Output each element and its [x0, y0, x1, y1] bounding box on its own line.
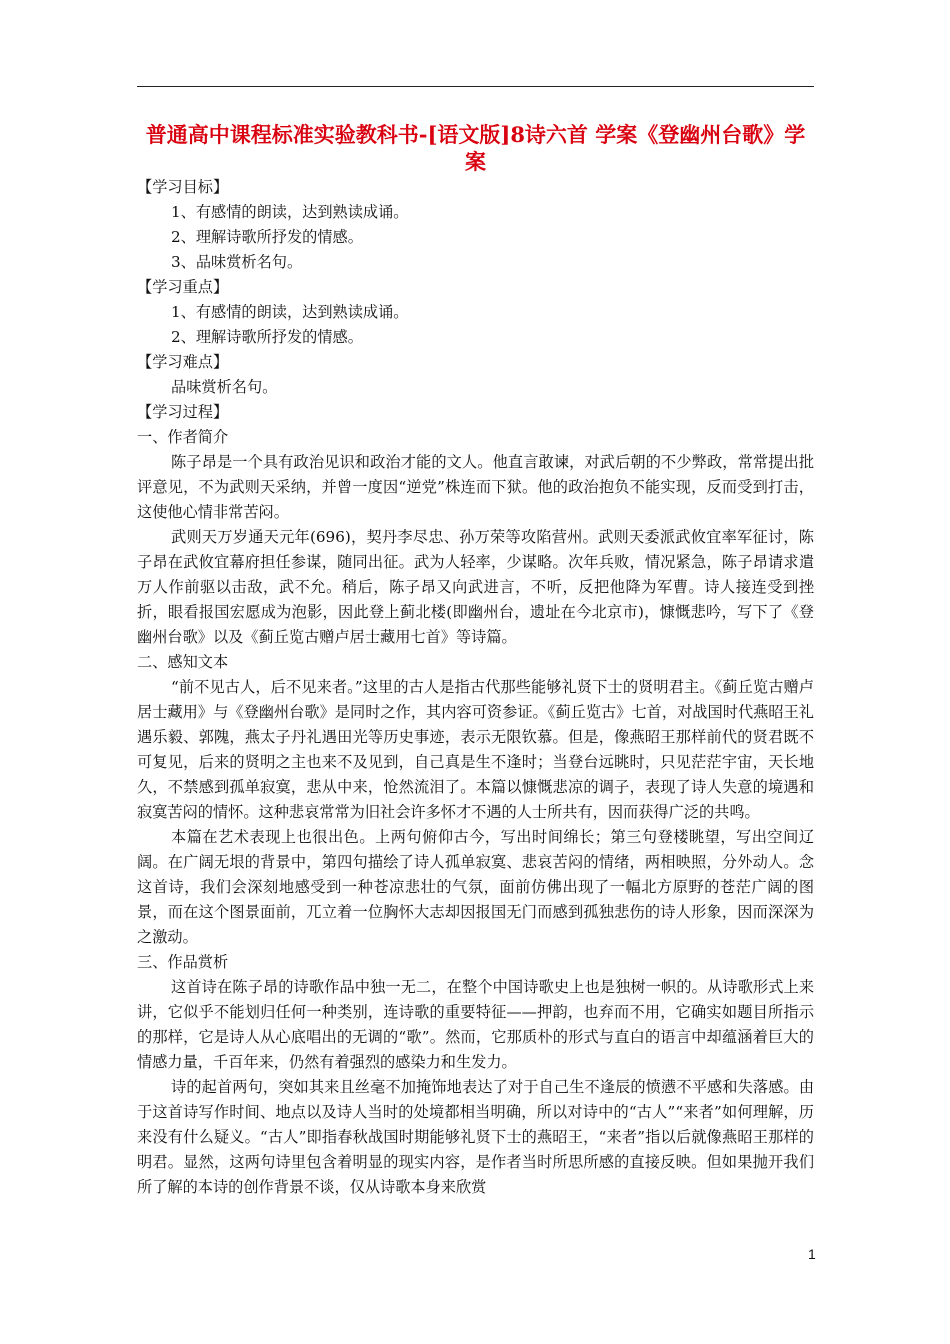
part1-heading: 一、作者简介: [137, 428, 229, 446]
page-number: 1: [808, 1246, 816, 1262]
process-heading: 【学习过程】: [137, 403, 229, 421]
difficulty-heading: 【学习难点】: [137, 353, 229, 371]
key-heading: 【学习重点】: [137, 278, 229, 296]
paragraph: 武则天万岁通天元年(696)，契丹李尽忠、孙万荣等攻陷营州。武则天委派武攸宜率军征讨，陈子昂在武攸宜幕府担任参谋，随同出征。武为人轻率，少谋略。次年兵败，情况紧急，陈子昂请求遣万人作前驱以击敌，武不允。稍后，陈子昂又向武进言，不听，反把他降为军曹。诗人接连受到挫折，眼看报国宏愿成为泡影，因此登上蓟北楼(即幽州台，遗址在今北京市)，慷慨悲吟，写下了《登幽州台歌》以及《蓟丘览古赠卢居士藏用七首》等诗篇。: [137, 528, 814, 646]
part2-heading: 二、感知文本: [137, 653, 229, 671]
page-title: 普通高中课程标准实验教科书-[语文版]8诗六首 学案《登幽州台歌》学案: [145, 122, 806, 174]
goal-item: 1、有感情的朗读，达到熟读成诵。: [171, 203, 409, 221]
paragraph: 这首诗在陈子昂的诗歌作品中独一无二，在整个中国诗歌史上也是独树一帜的。从诗歌形式上来讲，它似乎不能划归任何一种类别，连诗歌的重要特征——押韵，也弃而不用，它确实如题目所指示的那样，它是诗人从心底唱出的无调的“歌”。然而，它那质朴的形式与直白的语言中却蕴涵着巨大的情感力量，千百年来，仍然有着强烈的感染力和生发力。: [137, 978, 814, 1071]
key-item: 2、理解诗歌所抒发的情感。: [171, 328, 363, 346]
paragraph: 陈子昂是一个具有政治见识和政治才能的文人。他直言敢谏，对武后朝的不少弊政，常常提出批评意见，不为武则天采纳，并曾一度因“逆党”株连而下狱。他的政治抱负不能实现，反而受到打击，这使他心情非常苦闷。: [137, 453, 814, 521]
goal-item: 3、品味赏析名句。: [171, 253, 303, 271]
paragraph: “前不见古人，后不见来者。”这里的古人是指古代那些能够礼贤下士的贤明君主。《蓟丘览古赠卢居士藏用》与《登幽州台歌》是同时之作，其内容可资参证。《蓟丘览古》七首，对战国时代燕昭王礼遇乐毅、郭隗，燕太子丹礼遇田光等历史事迹，表示无限钦慕。但是，像燕昭王那样前代的贤君既不可复见，后来的贤明之主也来不及见到，自己真是生不逢时；当登台远眺时，只见茫茫宇宙，天长地久，不禁感到孤单寂寞，悲从中来，怆然流泪了。本篇以慷慨悲凉的调子，表现了诗人失意的境遇和寂寞苦闷的情怀。这种悲哀常常为旧社会许多怀才不遇的人士所共有，因而获得广泛的共鸣。: [137, 678, 814, 821]
paragraph: 本篇在艺术表现上也很出色。上两句俯仰古今，写出时间绵长；第三句登楼眺望，写出空间辽阔。在广阔无垠的背景中，第四句描绘了诗人孤单寂寞、悲哀苦闷的情绪，两相映照，分外动人。念这首诗，我们会深刻地感受到一种苍凉悲壮的气氛，面前仿佛出现了一幅北方原野的苍茫广阔的图景，而在这个图景面前，兀立着一位胸怀大志却因报国无门而感到孤独悲伤的诗人形象，因而深深为之激动。: [137, 828, 814, 946]
document-body: [137, 175, 814, 1200]
paragraph: 诗的起首两句，突如其来且丝毫不加掩饰地表达了对于自己生不逢辰的愤懑不平感和失落感。由于这首诗写作时间、地点以及诗人当时的处境都相当明确，所以对诗中的“古人”“来者”如何理解，历来没有什么疑义。“古人”即指春秋战国时期能够礼贤下士的燕昭王，“来者”指以后就像燕昭王那样的明君。显然，这两句诗里包含着明显的现实内容，是作者当时所思所感的直接反映。但如果抛开我们所了解的本诗的创作背景不谈，仅从诗歌本身来欣赏: [137, 1078, 814, 1196]
part3-heading: 三、作品赏析: [137, 953, 229, 971]
goal-item: 2、理解诗歌所抒发的情感。: [171, 228, 363, 246]
difficulty-item: 品味赏析名句。: [171, 378, 278, 396]
goals-heading: 【学习目标】: [137, 178, 229, 196]
key-item: 1、有感情的朗读，达到熟读成诵。: [171, 303, 409, 321]
header-rule: [137, 86, 814, 87]
